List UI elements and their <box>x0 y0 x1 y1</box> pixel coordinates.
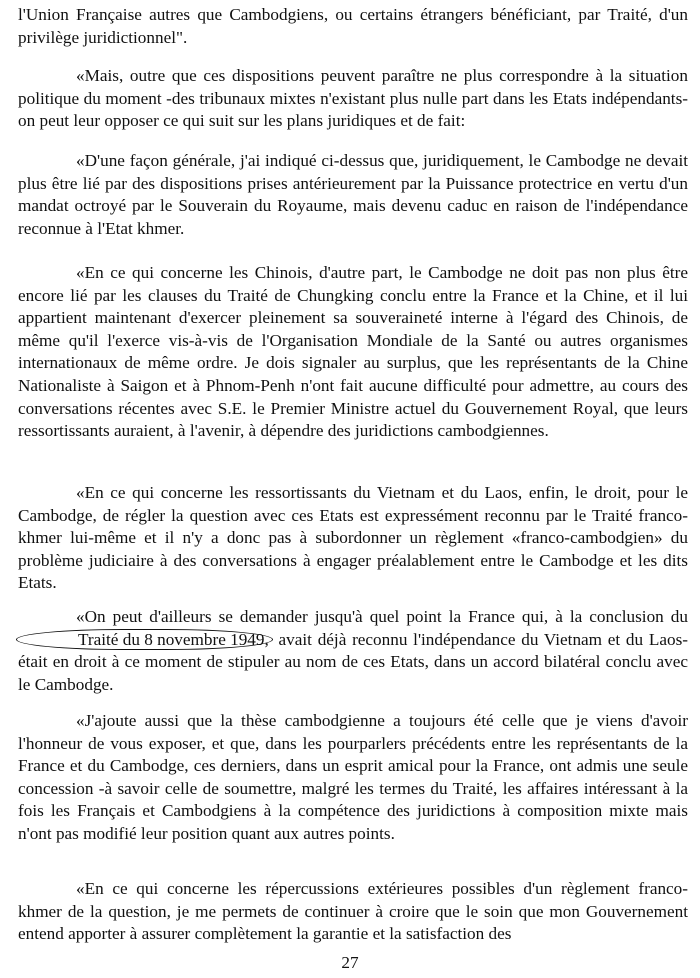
paragraph-1: «Mais, outre que ces dispositions peuvent paraître ne plus correspondre à la situation politique du moment -des tribunaux mixtes n'existant plus nulle part dans les Etats indépendants- on peut leur opposer ce qui suit sur les plans juridiques et de fait: <box>18 66 688 131</box>
intro-text: l'Union Française autres que Cambodgiens, ou certains étrangers bénéficiant, par Traité, d'un privilège juridictionnel". <box>18 5 688 47</box>
paragraph-5-after: avait déjà reconnu l'indépendance du Vietnam et du Laos- était en droit à ce moment de stipuler au nom de ces Etats, dans un accord bilatéral conclu avec le Cambodge. <box>18 629 688 694</box>
page-number: 27 <box>341 953 359 972</box>
paragraph-6-block <box>18 710 688 846</box>
paragraph-2: «D'une façon générale, j'ai indiqué ci-dessus que, juridiquement, le Cambodge ne devait plus être lié par des dispositions prises antérieurement par la Puissance protectrice en vertu d'un mandat octroyé par le Souverain du Royaume, mais devenu caduc en raison de l'indépendance reconnue à l'Etat khmer. <box>18 151 688 238</box>
paragraph-5-block <box>18 606 688 696</box>
paragraph-6: «J'ajoute aussi que la thèse cambodgienne a toujours été celle que je viens d'avoir l'honneur de vous exposer, et que, dans les pourparlers précédents entre les représentants de la France et du Cambodge, ces derniers, dans un esprit amical pour la France, ont admis une seule concession -à savoir celle de soumettre, malgré les termes du Traité, les affaires intéressant à la fois les Français et Cambodgiens à la compétence des juridictions à composition mixte mais n'ont pas modifié leur position quant aux autres points. <box>18 711 688 843</box>
paragraph-7-block <box>18 878 688 946</box>
paragraph-5-before: «On peut d'ailleurs se demander jusqu'à quel point la France qui, à la conclusion du <box>76 607 688 626</box>
paragraph-7: «En ce qui concerne les répercussions extérieures possibles d'un règlement franco-khmer de la question, je me permets de continuer à croire que le soin que mon Gouvernement entend apporter à assurer complètement la garantie et la satisfaction des <box>18 879 688 944</box>
paragraph-5 <box>18 606 688 696</box>
paragraph-3-block <box>18 262 688 443</box>
paragraph-4-block <box>18 482 688 595</box>
paragraph-4: «En ce qui concerne les ressortissants du Vietnam et du Laos, enfin, le droit, pour le Cambodge, de régler la question avec ces Etats est expressément reconnu par le Traité franco-khmer lui-même et il n'y a donc pas à subordonner un règlement «franco-cambodgien» du problème judiciaire à des conversations à engager préalablement entre le Cambodge et les dits Etats. <box>18 483 688 593</box>
paragraph-1-block <box>18 65 688 133</box>
paragraph-3: «En ce qui concerne les Chinois, d'autre part, le Cambodge ne doit pas non plus être encore lié par les clauses du Traité de Chungking conclu entre la France et la Chine, et il lui appartient maintenant d'exercer pleinement sa souveraineté interne à l'égard des Chinois, de même qu'il l'exerce vis-à-vis de l'Organisation Mondiale de la Santé ou autres organismes internationaux de même ordre. Je dois signaler au surplus, que les représentants de la Chine Nationaliste à Saigon et à Phnom-Penh n'ont fait aucune difficulté pour admettre, au cours des conversations récentes avec S.E. le Premier Ministre actuel du Gouvernement Royal, que leurs ressortissants auraient, à l'avenir, à dépendre des juridictions cambodgiennes. <box>18 263 688 441</box>
handwritten-circle-annotation: Traité du 8 novembre 1949, <box>16 629 273 650</box>
intro-block <box>18 4 688 49</box>
paragraph-2-block <box>18 150 688 240</box>
